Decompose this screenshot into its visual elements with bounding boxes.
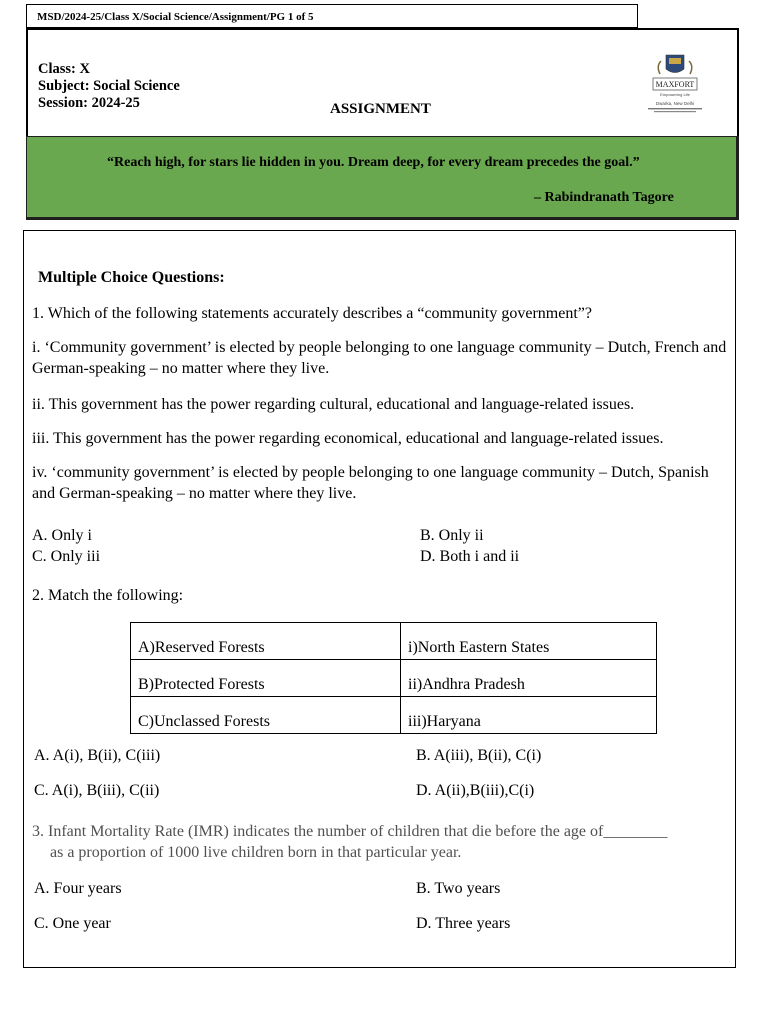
svg-text:Dwarka, New Delhi: Dwarka, New Delhi — [655, 101, 695, 106]
table-row — [131, 697, 657, 734]
q3-question-line1: 3. Infant Mortality Rate (IMR) indicates the number of children that die before the age of________ — [32, 823, 668, 840]
q1-option-c: C. Only iii — [32, 548, 101, 565]
q3-option-a: A. Four years — [34, 880, 122, 897]
quote-banner — [26, 136, 739, 220]
q2-option-b: B. A(iii), B(ii), C(i) — [416, 747, 542, 764]
q1-statement-ii: ii. This government has the power regarding cultural, educational and language-related issues. — [32, 396, 635, 413]
school-crest-icon — [642, 52, 708, 114]
table-cell: i)North Eastern States — [401, 623, 657, 660]
q1-question: 1. Which of the following statements accurately describes a “community government”? — [32, 305, 592, 322]
table-row — [131, 623, 657, 660]
table-cell: iii)Haryana — [401, 697, 657, 734]
match-table — [130, 622, 657, 734]
class-label: Class: X — [38, 61, 90, 77]
q1-option-b: B. Only ii — [420, 527, 484, 544]
q1-statement-iv: iv. ‘community government’ is elected by people belonging to one language community – Dutch, Spanish and German-speaking – no matter where they live. — [32, 464, 709, 502]
q1-option-d: D. Both i and ii — [420, 548, 520, 565]
table-cell: ii)Andhra Pradesh — [401, 660, 657, 697]
q2-option-d: D. A(ii),B(iii),C(i) — [416, 782, 535, 799]
document-meta — [38, 61, 180, 112]
quote-text: “Reach high, for stars lie hidden in you. Dream deep, for every dream precedes the goal.” — [107, 155, 640, 170]
q3-question-line2: as a proportion of 1000 live children born in that particular year. — [50, 844, 462, 861]
q1-option-a: A. Only i — [32, 527, 92, 544]
assignment-title: ASSIGNMENT — [330, 101, 431, 117]
quote-author: – Rabindranath Tagore — [534, 190, 674, 205]
q2-option-a: A. A(i), B(ii), C(iii) — [34, 747, 161, 764]
svg-text:Empowering Life: Empowering Life — [660, 92, 690, 97]
q3-option-d: D. Three years — [416, 915, 511, 932]
q3-option-b: B. Two years — [416, 880, 501, 897]
header-section — [26, 28, 739, 138]
q2-question: 2. Match the following: — [32, 587, 184, 604]
session-label: Session: 2024-25 — [38, 95, 140, 111]
table-cell: B)Protected Forests — [131, 660, 401, 697]
school-logo — [642, 52, 708, 114]
questions-section — [23, 230, 736, 968]
table-row — [131, 660, 657, 697]
q3-option-c: C. One year — [34, 915, 111, 932]
svg-text:MAXFORT: MAXFORT — [655, 80, 695, 89]
table-cell: C)Unclassed Forests — [131, 697, 401, 734]
subject-label: Subject: Social Science — [38, 78, 180, 94]
q2-option-c: C. A(i), B(iii), C(ii) — [34, 782, 160, 799]
document-reference: MSD/2024-25/Class X/Social Science/Assignment/PG 1 of 5 — [26, 4, 638, 28]
q1-statement-i: i. ‘Community government’ is elected by people belonging to one language community – Dutch, French and German-speaking – no matter where they live. — [32, 339, 727, 377]
table-cell: A)Reserved Forests — [131, 623, 401, 660]
q1-statement-iii: iii. This government has the power regarding economical, educational and language-related issues. — [32, 430, 664, 447]
section-title: Multiple Choice Questions: — [38, 269, 225, 286]
